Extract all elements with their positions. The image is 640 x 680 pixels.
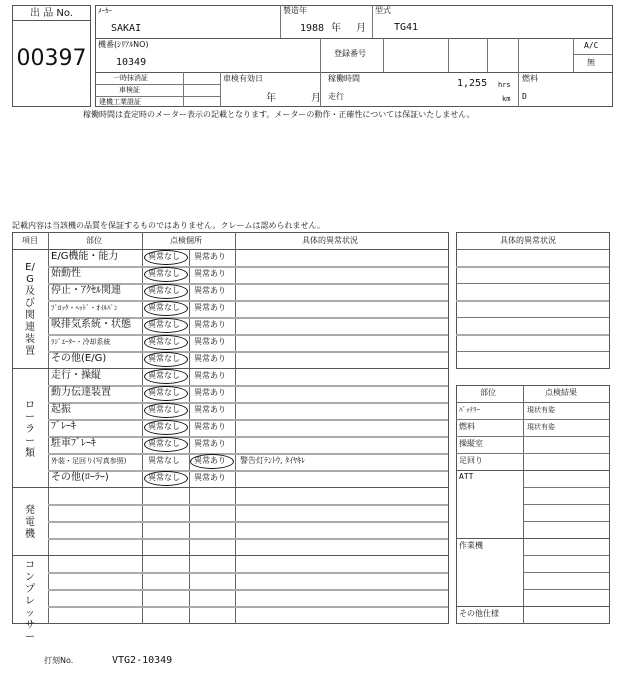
selection-circle <box>144 301 188 316</box>
right-row-cab: 操縦室 <box>459 439 483 448</box>
option-no-abnormality[interactable]: 異常なし <box>148 320 180 329</box>
table-row <box>48 351 448 368</box>
row-part: その他(ﾛｰﾗｰ) <box>51 472 109 483</box>
right-row-work-machine: 作業機 <box>459 541 483 550</box>
col-header-item: 項目 <box>22 236 38 245</box>
right-row-battery: ﾊﾞｯﾃﾘｰ <box>459 406 480 414</box>
row-part: 動力伝達装置 <box>51 387 111 398</box>
month-unit: 月 <box>356 23 366 34</box>
option-abnormality[interactable]: 異常あり <box>194 371 226 380</box>
row-part: 走行・操縦 <box>51 370 101 381</box>
model-value: TG41 <box>394 22 419 33</box>
selection-circle <box>144 284 188 299</box>
selection-circle <box>144 335 188 350</box>
option-no-abnormality[interactable]: 異常なし <box>148 405 180 414</box>
right-row-fuel-result: 現状有姿 <box>527 423 555 431</box>
selection-circle <box>144 420 188 435</box>
selection-circle <box>144 250 188 265</box>
selection-circle <box>144 386 188 401</box>
option-abnormality[interactable]: 異常あり <box>194 388 226 397</box>
lot-number: 00397 <box>16 46 87 71</box>
option-abnormality[interactable]: 異常あり <box>194 405 226 414</box>
table-row <box>48 283 448 300</box>
row-part: 停止・ｱｸｾﾙ関連 <box>51 285 121 296</box>
right-row-battery-result: 現状有姿 <box>527 406 555 414</box>
table-row <box>48 419 448 436</box>
option-abnormality[interactable]: 異常あり <box>194 422 226 431</box>
year-label: 製造年 <box>283 6 307 15</box>
option-abnormality[interactable]: 異常あり <box>194 337 226 346</box>
right-row-fuel: 燃料 <box>459 422 475 431</box>
option-abnormality[interactable]: 異常あり <box>194 473 226 482</box>
row-part: 始動性 <box>51 268 81 279</box>
option-abnormality[interactable]: 異常あり <box>194 252 226 261</box>
row-part: ﾌﾞﾚｰｷ <box>51 421 76 432</box>
selection-circle <box>144 267 188 282</box>
fuel-value: D <box>522 92 527 101</box>
option-no-abnormality[interactable]: 異常なし <box>148 456 180 465</box>
hours-label: 稼働時間 <box>328 74 360 83</box>
col-header-detail: 具体的異常状況 <box>302 236 358 245</box>
option-abnormality[interactable]: 異常あり <box>194 286 226 295</box>
table-row <box>48 385 448 402</box>
right-row-att: ATT <box>459 472 474 481</box>
option-abnormality[interactable]: 異常あり <box>194 269 226 278</box>
col-header-part: 部位 <box>86 236 102 245</box>
group-label-roller: ローラー類 <box>25 400 35 459</box>
option-no-abnormality[interactable]: 異常なし <box>148 422 180 431</box>
selection-circle <box>144 471 188 486</box>
stamp-label: 打刻No. <box>44 656 74 665</box>
ac-value: 無 <box>587 58 595 67</box>
registration-label: 登録番号 <box>334 49 366 58</box>
right-col-header-part: 部位 <box>480 388 496 397</box>
option-abnormality[interactable]: 異常あり <box>194 439 226 448</box>
table-row <box>48 470 448 487</box>
row-part: ﾗｼﾞｴｰﾀｰ・冷却系統 <box>51 338 111 346</box>
row-part: 駐車ﾌﾞﾚｰｷ <box>51 438 96 449</box>
inspection-month-unit: 月 <box>311 93 321 104</box>
row-part: E/G機能・能力 <box>51 251 119 262</box>
option-abnormality[interactable]: 異常あり <box>194 303 226 312</box>
table-row <box>48 317 448 334</box>
table-row <box>48 266 448 283</box>
selection-circle <box>144 369 188 384</box>
row-part: 起振 <box>51 404 71 415</box>
stamp-value: VTG2-10349 <box>112 655 173 666</box>
selection-circle <box>144 437 188 452</box>
table-row <box>48 249 448 266</box>
row-part: 外装・足回り(写真参照) <box>51 457 127 465</box>
option-no-abnormality[interactable]: 異常なし <box>148 473 180 482</box>
right-col-header-result: 点検結果 <box>545 388 577 397</box>
group-label-engine: E/G及び関連装置 <box>25 262 35 357</box>
quality-disclaimer: 記載内容は当該機の品質を保証するものではありません。クレームは認められません。 <box>12 221 325 230</box>
maker-value: SAKAI <box>111 23 142 34</box>
col-header-check: 点検個所 <box>170 236 202 245</box>
year-unit: 年 <box>331 23 341 34</box>
table-row <box>48 436 448 453</box>
right-row-other-spec: その他仕様 <box>459 609 499 618</box>
cert-label-3: 建機工業證証 <box>99 98 141 106</box>
table-row <box>48 368 448 385</box>
option-no-abnormality[interactable]: 異常なし <box>148 439 180 448</box>
serial-label: 機番(ｼﾘｱﾙNO) <box>98 40 149 49</box>
selection-circle <box>144 403 188 418</box>
year-value: 1988 <box>300 23 325 34</box>
option-no-abnormality[interactable]: 異常なし <box>148 354 180 363</box>
row-part: ﾌﾞﾛｯｸ・ﾍｯﾄﾞ・ｵｲﾙﾊﾟﾝ <box>51 304 118 312</box>
travel-label: 走行 <box>328 92 344 101</box>
table-row <box>48 334 448 351</box>
lot-number-box <box>12 5 91 107</box>
right-row-undercarriage: 足回り <box>459 456 483 465</box>
selection-circle <box>144 352 188 367</box>
option-no-abnormality[interactable]: 異常なし <box>148 371 180 380</box>
option-no-abnormality[interactable]: 異常なし <box>148 252 180 261</box>
option-abnormality[interactable]: 異常あり <box>194 320 226 329</box>
cert-label-1: 一時抹消証 <box>113 74 148 82</box>
option-no-abnormality[interactable]: 異常なし <box>148 303 180 312</box>
option-no-abnormality[interactable]: 異常なし <box>148 337 180 346</box>
hours-value: 1,255 <box>457 78 488 89</box>
table-row <box>48 402 448 419</box>
option-no-abnormality[interactable]: 異常なし <box>148 388 180 397</box>
travel-unit: km <box>502 95 511 103</box>
serial-value: 10349 <box>116 57 147 68</box>
group-label-compressor: コンプレッサー <box>25 560 35 643</box>
row-detail: 警告灯ﾃﾝﾄｳ, ﾀｲﾔｷﾚ <box>240 456 306 465</box>
selection-circle <box>144 318 188 333</box>
table-row <box>48 300 448 317</box>
inspection-label: 車検有効日 <box>223 74 263 83</box>
hours-unit: hrs <box>498 81 511 89</box>
model-label: 型式 <box>375 6 391 15</box>
inspection-year-unit: 年 <box>266 93 276 104</box>
ac-label: A/C <box>584 41 599 50</box>
selection-circle <box>190 454 234 469</box>
row-part: その他(E/G) <box>51 353 107 364</box>
maker-label: ﾒｰｶｰ <box>98 7 112 15</box>
option-abnormality[interactable]: 異常あり <box>194 456 226 465</box>
fuel-label: 燃料 <box>522 74 538 83</box>
cert-label-2: 車検証 <box>119 86 140 94</box>
option-abnormality[interactable]: 異常あり <box>194 354 226 363</box>
option-no-abnormality[interactable]: 異常なし <box>148 269 180 278</box>
right-detail-header: 具体的異常状況 <box>500 236 556 245</box>
row-part: 吸排気系統・状態 <box>51 319 131 330</box>
hours-disclaimer: 稼働時間は査定時のメーター表示の記載となります。メーターの動作・正確性については保証いたしません。 <box>83 110 475 119</box>
table-row <box>48 453 448 470</box>
group-label-generator: 発電機 <box>25 505 35 540</box>
option-no-abnormality[interactable]: 異常なし <box>148 286 180 295</box>
lot-label: 出 品 No. <box>13 6 90 21</box>
